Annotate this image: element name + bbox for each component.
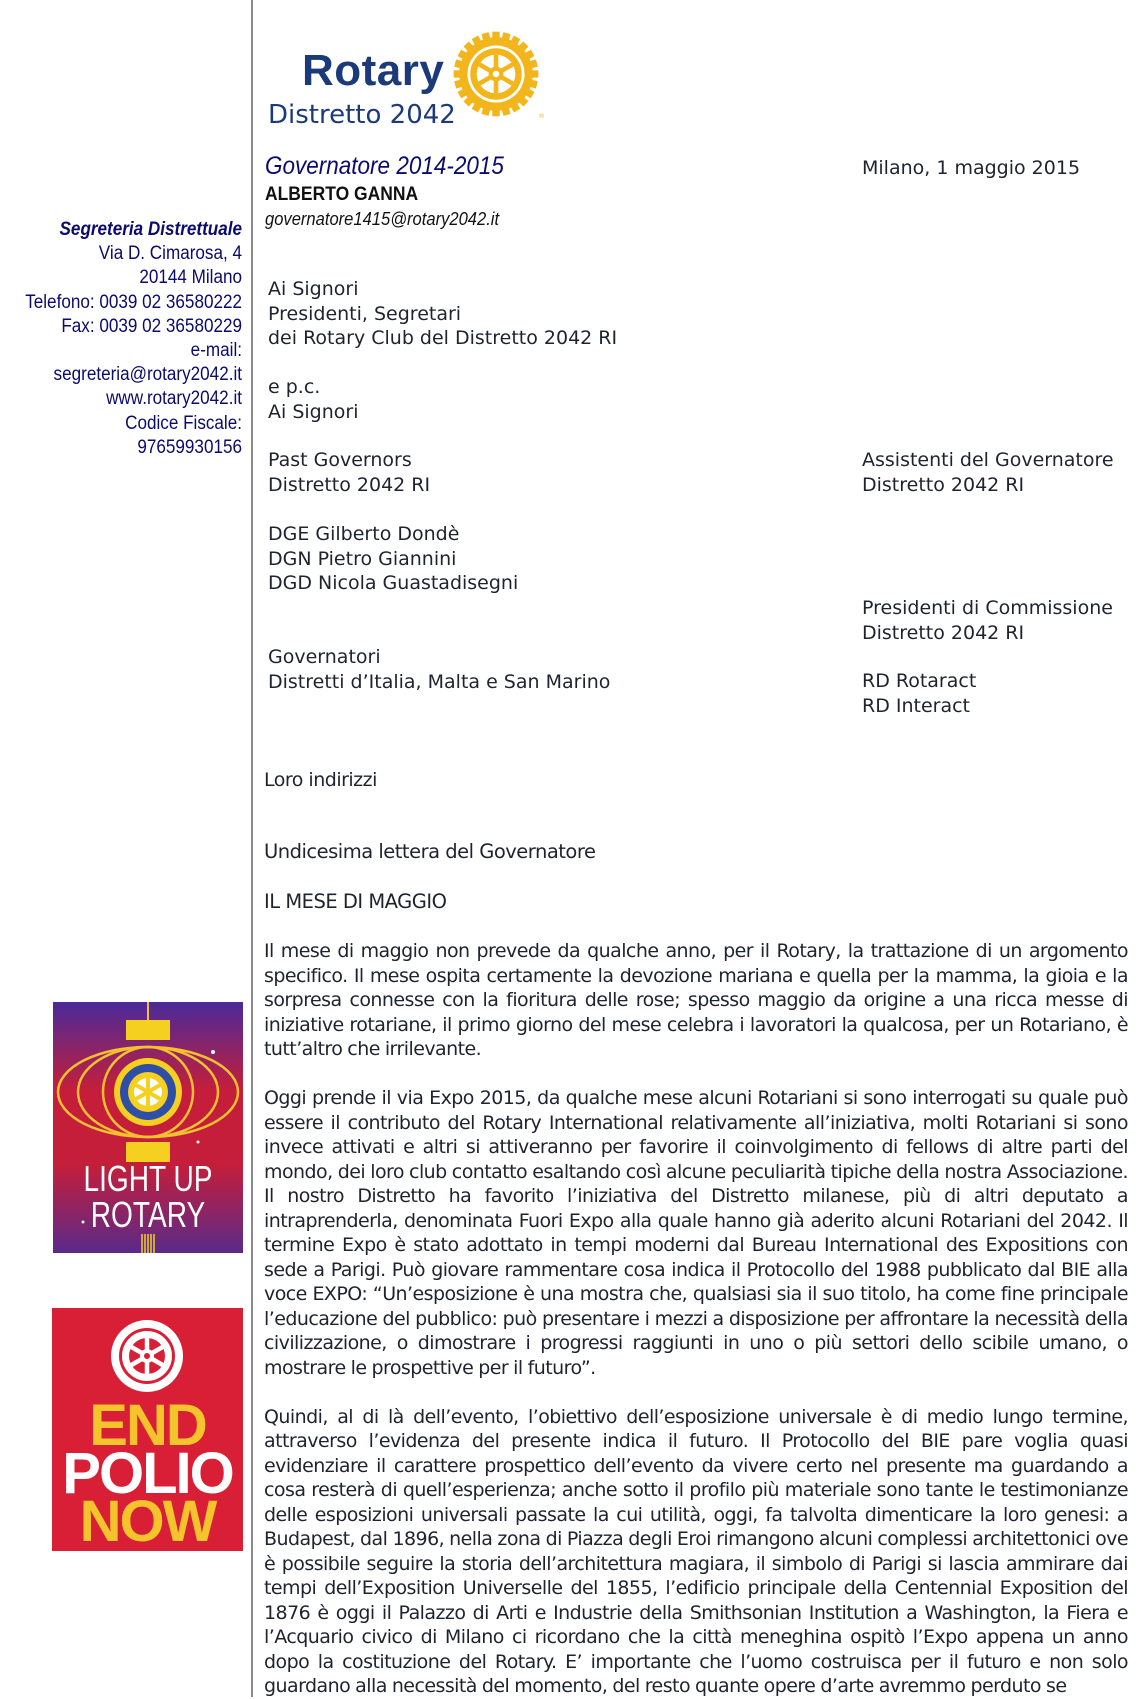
gear-tooth: [529, 70, 538, 77]
light-up-rotary-badge: [53, 1002, 243, 1253]
governor-name: ALBERTO GANNA: [265, 184, 419, 205]
recipient-line: Ai Signori: [268, 278, 359, 300]
rotary-wheel-icon: [450, 28, 545, 121]
letter-subject: Undicesima lettera del Governatore: [264, 840, 596, 863]
cc-line: DGD Nicola Guastadisegni: [268, 572, 519, 594]
logo-subtitle: Distretto 2042: [268, 100, 456, 130]
cc-assistants: [862, 448, 1114, 497]
polio-text: POLIO: [62, 1441, 233, 1506]
cc-rd-groups: [862, 669, 976, 718]
cc-commission-presidents: [862, 596, 1113, 645]
light-up-text: LIGHT UP: [83, 1158, 213, 1199]
cc-line: RD Interact: [862, 694, 971, 717]
body-paragraph: Oggi prende il via Expo 2015, da qualche mese alcuni Rotariani si sono interrogati su quale può essere il contributo del Rotary International relativamente all’iniziativa, molti Rotariani si sono invece attivati e altri si attiveranno per favorire il coinvolgimento di fellows di altre parti del mondo, dei loro club contatto esaltando così alcune peculiarità tipiche della nostra Associazione. Il nostro Distretto ha favorito l’iniziativa del Distretto milanese, più di altri deputato a intraprenderla, denominata Fuori Expo alla quale hanno già aderito alcuni Rotariani del 2042. Il termine Expo è stato adottato in tempi moderni dal Bureau International des Expositions con sede a Parigi. Può giovare rammentare cosa indica il Protocollo del 1988 pubblicato dal BIE alla voce EXPO: “Un’esposizione è una mostra che, qualsiasi sia il suo titolo, ha come fine principale l’educazione del pubblico: può presentare i mezzi a disposizione per affrontare la necessità della civilizzazione, o dimostrare i progressi raggiunti in uno o più settori dello scibile umano, o mostrare le prospettive per il futuro”.: [264, 1087, 1128, 1379]
recipient-line: dei Rotary Club del Distretto 2042 RI: [268, 327, 618, 349]
recipients-main: [268, 277, 617, 351]
rotary-text: ROTARY: [90, 1194, 206, 1235]
cc-line: Governatori: [268, 646, 381, 668]
phone: Telefono: 0039 02 36580222: [25, 291, 242, 313]
gear-tooth: [492, 32, 499, 41]
body-paragraph: Quindi, al di là dell’evento, l’obiettivo dell’esposizione universale è di medio lungo termine, attraverso l’evidenza del presente indica il futuro. Il Protocollo del BIE pare voglia quasi evidenziare il carattere prospettico dell’evento da vivere certo nel presente ma guardando a cosa resterà di quell’esperienza; anche sotto il profilo più materiale sono tante le testimonianze delle esposizioni universali passate la cui utilità, oggi, fa talvolta dimenticare la loro genesi: a Budapest, dal 1896, nella zona di Piazza degli Eroi rimangono alcuni complessi architettonici ove è possibile seguire la storia dell’architettura magiara, il simbolo di Parigi si lascia ammirare dai tempi dell’Exposition Universelle del 1855, l’edificio principale della Centennial Exposition del 1876 è oggi il Palazzo di Arti e Industrie della Smithsonian Institution a Washington, la Fiera e l’Acquario civico di Milano ci ricordano che la città meneghina ospitò l’Expo appena un anno dopo la costituzione del Rotary. E’ importante che l’uomo costruisca per il futuro e non solo guardano alla necessità del momento, del resto quante opere d’arte avremmo perduto se: [264, 1405, 1128, 1697]
end-polio-now-badge: [52, 1308, 243, 1554]
address-city: 20144 Milano: [139, 267, 242, 289]
email-label: e-mail:: [190, 340, 242, 362]
logo-wordmark: Rotary: [302, 46, 445, 95]
letter-title: IL MESE DI MAGGIO: [264, 890, 447, 913]
cc-line: Distretti d’Italia, Malta e San Marino: [268, 670, 611, 693]
governor-role: Governatore 2014-2015: [265, 152, 504, 180]
fax: Fax: 0039 02 36580229: [61, 315, 242, 337]
cc-line: Past Governors: [268, 449, 412, 471]
secretariat-title: Segreteria Distrettuale: [59, 219, 243, 240]
cc-line: Distretto 2042 RI: [862, 621, 1025, 644]
rotary-district-logo: [268, 28, 568, 138]
tax-code: Codice Fiscale: 97659930156: [125, 412, 242, 458]
gear-tooth: [492, 107, 499, 116]
cc-line: Presidenti di Commissione: [862, 597, 1113, 619]
registered-mark: ®: [538, 112, 545, 121]
email-link[interactable]: segreteria@rotary2042.it: [53, 364, 242, 386]
recipients-cc-intro: [268, 375, 358, 424]
address-street: Via D. Cimarosa, 4: [98, 243, 242, 265]
cc-line: Ai Signori: [268, 400, 359, 423]
cc-line: DGE Gilberto Dondè: [268, 523, 460, 545]
secretariat-contact: [24, 218, 242, 460]
cc-district-governors-elect: [268, 522, 518, 596]
now-text: NOW: [79, 1489, 216, 1554]
end-text: END: [89, 1393, 206, 1458]
governor-email[interactable]: governatore1415@rotary2042.it: [265, 209, 500, 229]
cc-line: Assistenti del Governatore: [862, 449, 1114, 471]
cc-line: RD Rotaract: [862, 670, 977, 692]
cc-past-governors: [268, 448, 430, 497]
website-link[interactable]: www.rotary2042.it: [106, 388, 243, 410]
margin-divider: [251, 0, 253, 1697]
cc-line: Distretto 2042 RI: [268, 473, 431, 496]
gear-tooth: [454, 70, 463, 77]
cc-governors-italy: [268, 645, 610, 694]
cc-line: e p.c.: [268, 376, 321, 398]
body-paragraph: Il mese di maggio non prevede da qualche anno, per il Rotary, la trattazione di un argomento specifico. Il mese ospita certamente la devozione mariana e quella per la mamma, la gioia e la sorpresa connesse con la fioritura delle rose; spesso maggio da origine a una ricca messe di iniziative rotariane, il primo giorno del mese celebra i lavoratori la qualcosa, per un Rotariano, è tutt’altro che irrilevante.: [264, 940, 1128, 1060]
cc-line: DGN Pietro Giannini: [268, 547, 457, 570]
closing-addresses: Loro indirizzi: [264, 769, 377, 791]
letter-body: [264, 939, 1128, 1699]
governor-header: [265, 152, 530, 230]
cc-line: Distretto 2042 RI: [862, 473, 1025, 496]
letter-date: Milano, 1 maggio 2015: [862, 157, 1081, 179]
recipient-line: Presidenti, Segretari: [268, 302, 462, 325]
